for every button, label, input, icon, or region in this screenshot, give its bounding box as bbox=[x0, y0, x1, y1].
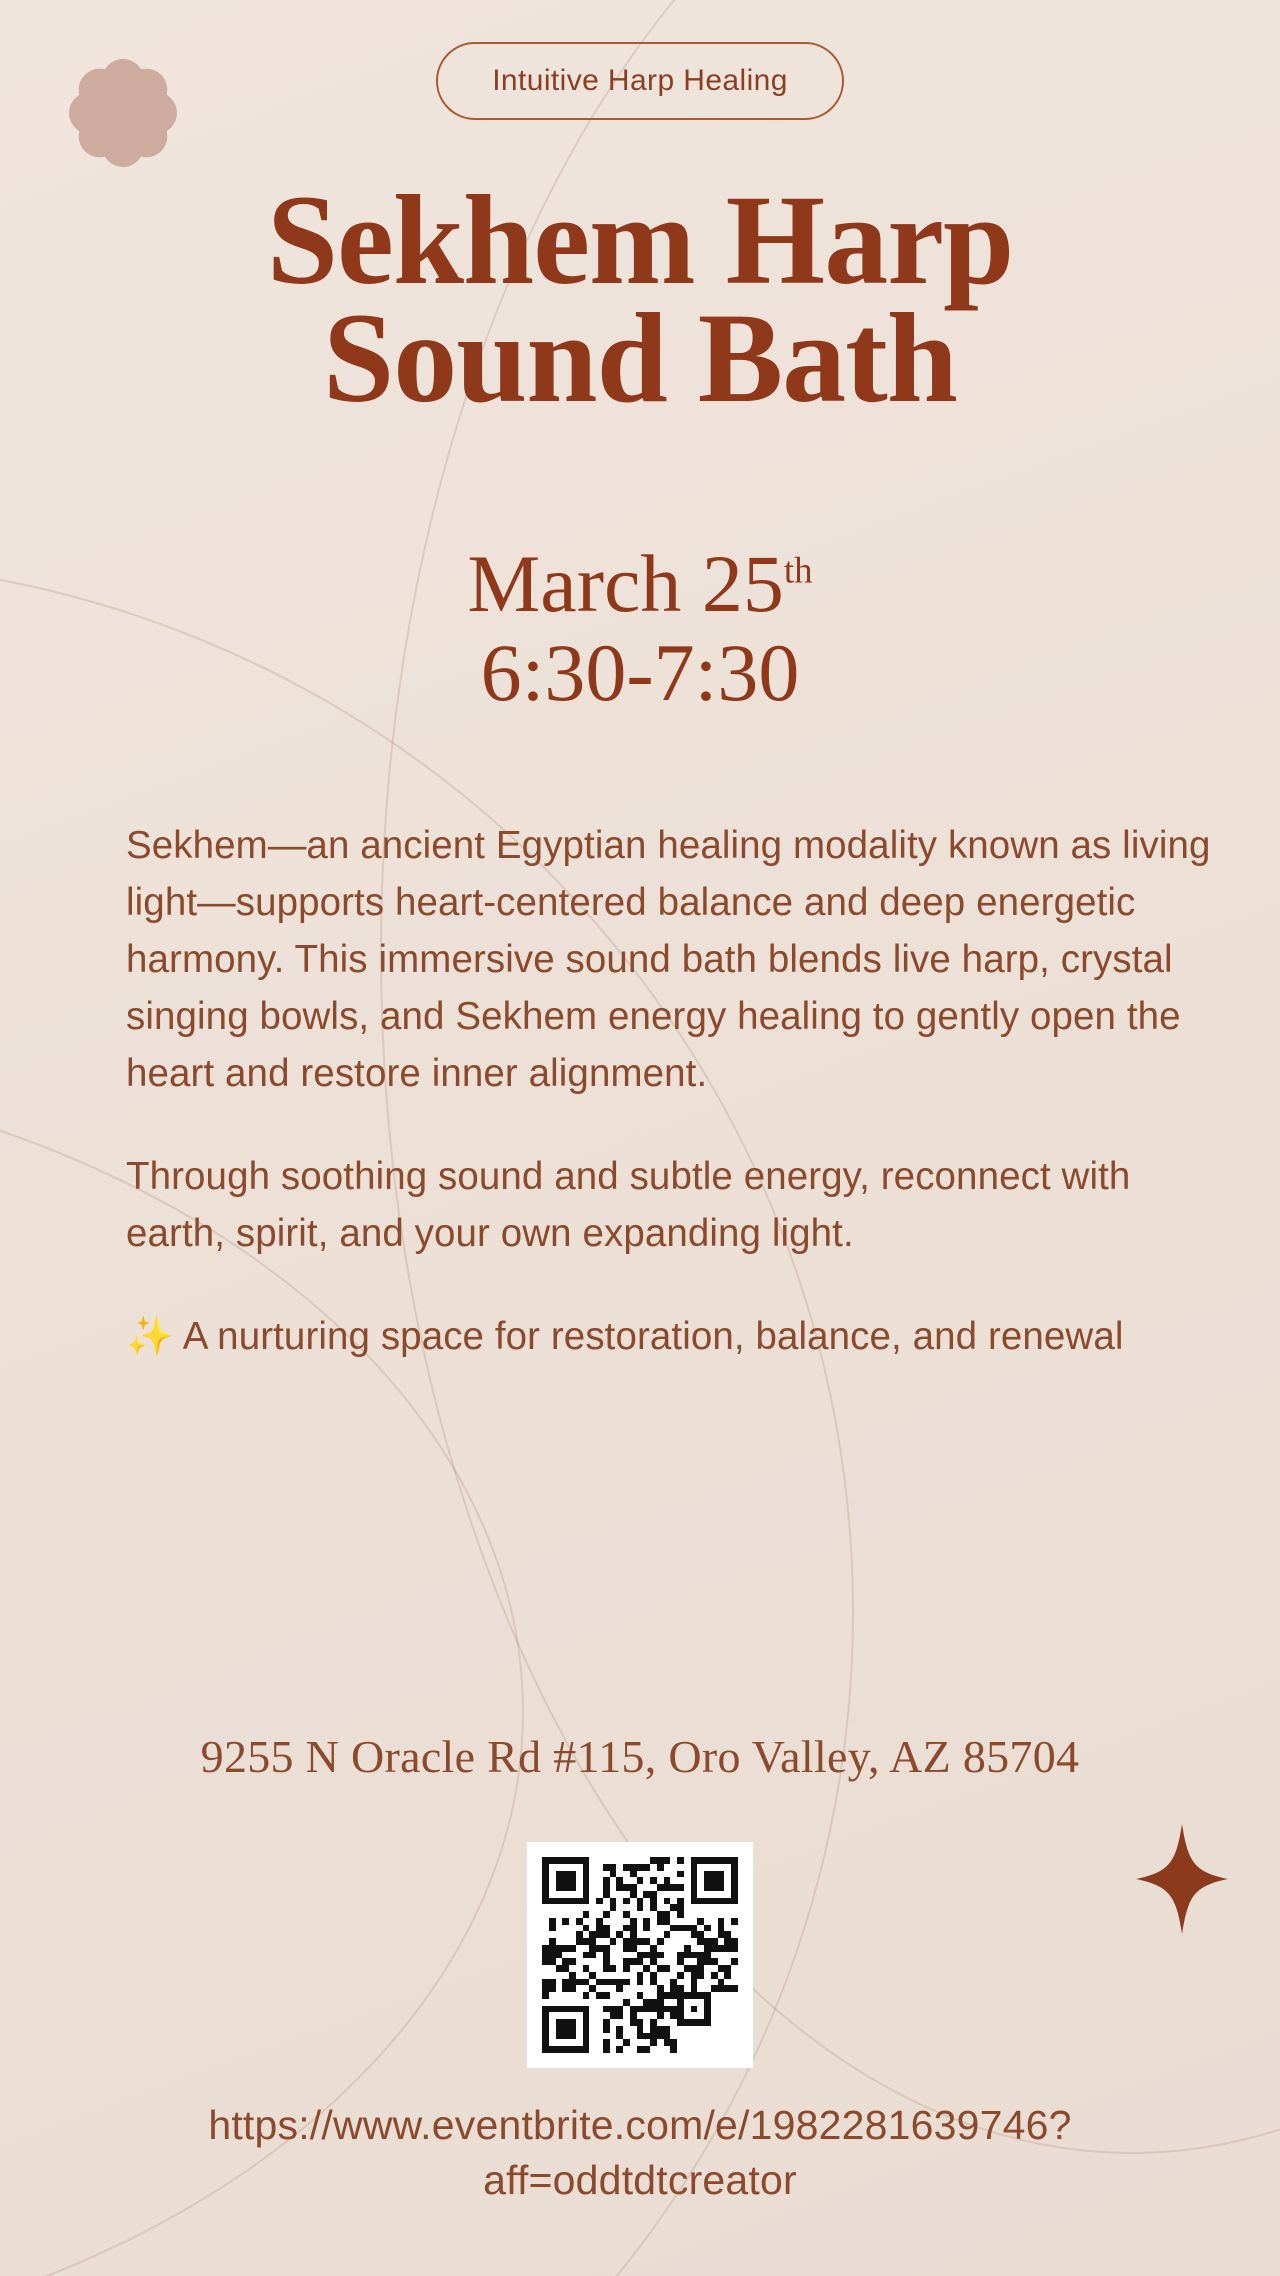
intuitive-harp-healing-badge: Intuitive Harp Healing bbox=[436, 42, 844, 120]
event-datetime bbox=[0, 540, 1280, 717]
sparkles-emoji-icon: ✨ bbox=[126, 1314, 175, 1358]
event-time: 6:30-7:30 bbox=[480, 626, 800, 718]
sparkle-icon bbox=[1136, 1824, 1228, 1934]
registration-url[interactable]: https://www.eventbrite.com/e/1982281639746?aff=oddtdtcreator bbox=[208, 2102, 1072, 2204]
event-description bbox=[126, 818, 1216, 1366]
venue-address: 9255 N Oracle Rd #115, Oro Valley, AZ 85704 bbox=[200, 1731, 1080, 1782]
page-title bbox=[0, 169, 1280, 429]
description-paragraph-2: Through soothing sound and subtle energy, reconnect with earth, spirit, and your own expanding light. bbox=[126, 1154, 1131, 1255]
event-date-line bbox=[0, 540, 1280, 629]
qr-code-matrix bbox=[542, 1857, 738, 2053]
title-line-2: Sound Bath bbox=[323, 286, 957, 429]
badge-container bbox=[0, 42, 1280, 120]
highlight-text: A nurturing space for restoration, balance, and renewal bbox=[182, 1314, 1124, 1358]
qr-code[interactable] bbox=[527, 1842, 753, 2068]
event-date-suffix: th bbox=[783, 549, 813, 591]
title-line-1: Sekhem Harp bbox=[266, 169, 1014, 311]
description-paragraph-1: Sekhem—an ancient Egyptian healing modality known as living light—supports heart-centered balance and deep energetic harmony. This immersive sound bath blends live harp, crystal singing bowls, and Sekhem energy healing to gently open the heart and restore inner alignment. bbox=[126, 824, 1211, 1095]
highlight-paragraph bbox=[126, 1309, 1216, 1366]
event-date: March 25 bbox=[467, 538, 784, 629]
